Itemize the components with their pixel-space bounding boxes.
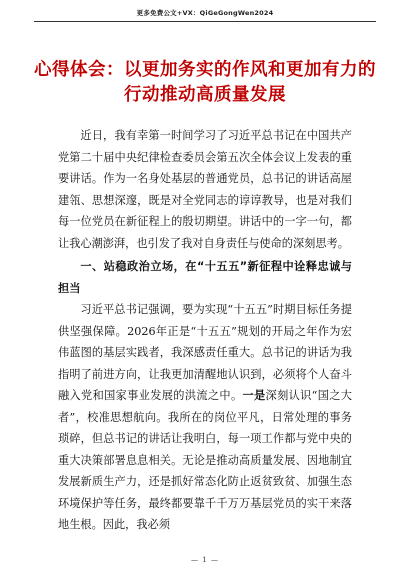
header-divider — [34, 21, 376, 22]
page-header: 更多免费公文+VX：QiGeGongWen2024 — [136, 9, 274, 17]
section-paragraph-lead: 一是 — [242, 388, 266, 402]
section-paragraph-text-1: 习近平总书记强调，要为实现“十五五”时期目标任务提供坚强保障。2026年正是“十五五”规划的开局之年作为宏伟蓝图的基层实践者，我深感责任重大。总书记的讲话为我指明了前进方向，让我更加清醒地认识到，必须将个人奋斗融入党和国家事业发展的洪流之中。 — [58, 303, 352, 402]
page-number: — 1 — — [191, 556, 219, 564]
section-paragraph-text-2: 深刻认识“国之大者”，校准思想航向。我所在的岗位平凡，日常处理的事务琐碎，但总书记的讲话让我明白，每一项工作都与党中央的重大决策部署息息相关。无论是推动高质量发展、因地制宜发展新质生产力，还是抓好常态化防止返贫致贫、加强生态环境保护等任务，最终都要靠千千万万基层党员的实干来落地生根。因此，我必须 — [58, 389, 352, 531]
section-heading: 一、站稳政治立场，在“十五五”新征程中诠释忠诚与担当 — [58, 260, 352, 295]
section-paragraph — [58, 299, 352, 536]
intro-paragraph: 近日，我有幸第一时间学习了习近平总书记在中国共产党第二十届中央纪律检查委员会第五次全体会议上发表的重要讲话。作为一名身处基层的普通党员，总书记的讲话高屋建瓴、思想深邃，既是对全党同志的谆谆教导，也是对我们每一位党员在新征程上的殷切期望。讲话中的一字一句，都让我心潮澎湃，也引发了我对自身责任与使命的深刻思考。 — [58, 129, 352, 250]
document-title: 心得体会：以更加务实的作风和更加有力的行动推动高质量发展 — [34, 60, 376, 105]
document-body — [58, 125, 352, 536]
